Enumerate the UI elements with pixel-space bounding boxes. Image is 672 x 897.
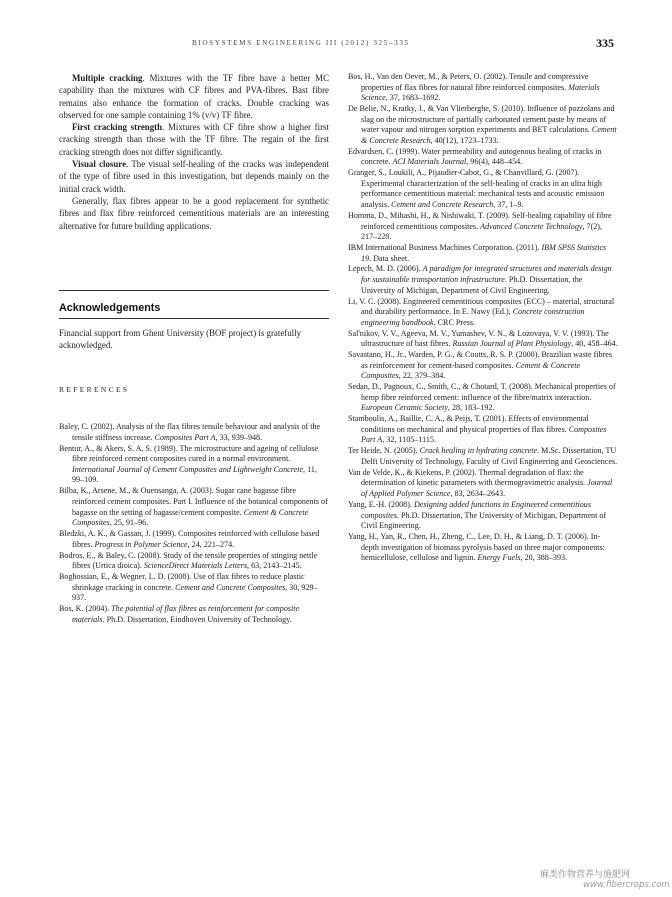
reference-text: Boghossian, E., & Wegner, L. D. (2008). Use of flax fibres to reduce plastic shrinkage cracking in concrete. [59,572,305,592]
reference-tail: , 32, 1105–1115. [382,435,436,445]
reference-text: Van de Velde, K., & Kiekens, P. (2002). Thermal degradation of flax: the determination of kinetic parameters with thermogravimetric analysis. [348,467,588,488]
reference-source: Cement & Concrete Research [361,125,617,145]
paragraph-text: . Mixtures with CF fibre show a higher first cracking strength than those with the TF fibre. The regain of the first cracking strength does not differ significantly. [59,122,329,157]
paragraph-first-cracking-strength [59,121,329,158]
references-heading: REFERENCES [59,385,130,394]
journal-running-head: BIOSYSTEMS ENGINEERING III (2012) 325–335 [192,39,410,47]
reference-source: Cement & Concrete Composites [361,360,581,381]
reference-tail: , 7(2), 217–228. [361,221,603,242]
reference-tail: . Ph.D. Dissertation, the University of Michigan, Department of Civil Engineering. [361,275,583,295]
reference-tail: . M.Sc. Dissertation, TU Delft University of Technology, Faculty of Civil Engineering and Geosciences. [361,446,618,466]
reference-text: Li, V. C. (2008). Engineered cementitious composites (ECC) – material, structural and durability performance. In E. Nawy (Ed.), [348,296,615,317]
reference-source: Materials Science [361,82,600,103]
reference-entry [348,243,618,264]
reference-entry [59,422,329,443]
reference-text: Sedan, D., Pagnoux, C., Smith, C., & Chotard, T. (2008). Mechanical properties of hemp fibre reinforced cement: influence of the fibre/matrix interaction. [348,382,616,402]
reference-text: Bledzki, A. K., & Gassan, J. (1999). Composites reinforced with cellulose based fibres. [59,529,320,549]
reference-tail: , 63, 2143–2145. [247,561,302,571]
section-divider-top [59,290,329,291]
reference-source: Progress in Polymer Science [94,539,188,549]
reference-entry [348,147,618,168]
reference-entry [59,444,329,486]
paragraph-lead: Visual closure [72,159,127,170]
reference-source: Composites Part A [154,432,216,442]
reference-source: A paradigm for integrated structures and materials design for sustainable transportation infrastructure [361,264,612,285]
reference-text: Granger, S., Loukili, A., Pijaudier-Cabot, G., & Chanvillard, G. (2007). Experimental characterization of the self-healing of cracks in an ultra high performance cementitious material: mechanical tests and acoustic emission analysis. [348,168,605,210]
paragraph-multiple-cracking [59,72,329,121]
reference-entry [59,604,329,625]
page-number: 335 [596,36,614,50]
paragraph-visual-closure [59,158,329,195]
reference-source: International Journal of Cement Composites and Lightweight Concrete [72,464,304,474]
reference-entry [59,529,329,550]
reference-list-right [348,72,618,564]
reference-source: ACI Materials Journal [392,157,467,167]
reference-tail: , 33, 939–948. [215,432,263,442]
reference-entry [348,72,618,104]
reference-tail: , 25, 91–96. [109,518,149,528]
reference-source: ScienceDirect Materials Letters [143,561,248,571]
reference-list-left [59,422,329,626]
reference-source: Journal of Applied Polymer Science [361,478,613,499]
reference-entry [59,551,329,572]
reference-entry [348,414,618,446]
reference-entry [348,297,618,329]
reference-entry [348,350,618,382]
reference-entry [348,500,618,532]
reference-source: Designing added functions in Engineered cementitious composites [361,499,592,520]
paragraph-text: . Mixtures with the TF fibre have a better MC capability than the mixtures with CF fibres and PVA-fibres. Bast fibre remains also enhance the formation of cracks. Double cracking was observed for one sample containing 1% (v/v) TF fibre. [59,73,329,120]
reference-tail: . Ph.D. Dissertation, The University of Michigan, Department of Civil Engineering. [361,510,607,531]
reference-entry [348,168,618,210]
reference-source: Advanced Concrete Technology [480,221,583,231]
reference-source: IBM SPSS Statistics 19 [361,242,607,263]
reference-text: Savastano, H., Jr., Warden, P. G., & Coutts, R. S. P. (2000). Brazilian waste fibres as reinforcement for cement-based composites. [348,350,613,370]
page-header [0,36,672,52]
reference-text: Baley, C. (2002). Analysis of the flax fibres tensile behaviour and analysis of the tensile stiffness increase. [59,422,321,442]
reference-source: Russian Journal of Plant Physiology [452,339,572,349]
reference-text: Bilba, K., Arsene, M., & Ouensanga, A. (2003). Sugar cane bagasse fibre reinforced cement composites. Part I. Influence of the botanical components of bagasse on the setting of bagasse/cement composite. [59,486,328,517]
reference-entry [59,486,329,528]
reference-source: The potential of flax fibres as reinforcement for composite materials [72,604,300,625]
reference-tail: , 96(4), 448–454. [466,157,523,167]
reference-entry [348,329,618,350]
reference-tail: , 37, 1–9. [493,200,524,210]
reference-source: Composites Part A [361,424,607,445]
reference-tail: . CRC Press. [433,317,475,327]
reference-source: Energy Fuels [477,553,521,563]
reference-entry [348,532,618,564]
reference-source: Crack healing in hydrating concrete [419,446,538,456]
watermark-url: www.fibercrops.com [583,880,670,890]
reference-source: Cement & Concrete Composites [72,507,309,528]
reference-tail: , 20, 388–393. [520,553,568,563]
reference-tail: . Ph.D. Dissertation, Eindhoven University of Technology. [102,615,292,625]
reference-source: Cement and Concrete Composites [175,582,286,592]
reference-source: Cement and Concrete Research [391,200,494,210]
reference-tail: , 40, 458–464. [571,339,618,349]
reference-text: Bodros, E., & Baley, C. (2008). Study of the tensile properties of stinging nettle fibres (Urtica dioica). [59,550,318,571]
reference-text: Ter Heide, N. (2005). [348,446,420,456]
acknowledgements-text: Financial support from Ghent University (BOF project) is gratefully acknowledged. [59,328,302,351]
reference-text: Sal'nikov, V. V., Ageeva, M. V., Yumashev, V. N., & Lozovaya, V. V. (1993). The ultrastructure of bast fibres. [348,328,609,349]
reference-source: Concrete construction engineering handbook [361,307,585,327]
reference-entry [348,468,618,500]
reference-text: Bos, K. (2004). [59,604,112,614]
acknowledgements-title: Acknowledgements [59,302,161,314]
reference-text: Lepech, M. D. (2006). [348,264,423,274]
reference-text: Yang, E.-H. (2008). [348,499,414,509]
paragraph-lead: First cracking strength [72,122,163,133]
paragraph-text: . The visual self-healing of the cracks was independent of the type of fibre used in this investigation, but depends mainly on the initial crack width. [59,159,329,194]
reference-tail: , 30, 929–937. [72,582,318,603]
reference-tail: , 28, 183–192. [447,403,495,413]
reference-text: IBM International Business Machines Corporation. (2011). [348,242,542,252]
reference-text: Stamboulis, A., Baillie, C. A., & Peijs, T. (2001). Effects of environmental conditions on mechanical and physical properties of flax fibres. [348,414,589,434]
reference-text: Bos, H., Van den Oever, M., & Peters, O. (2002). Tensile and compressive properties of flax fibres for natural fibre reinforced composites. [348,72,589,92]
reference-entry [348,382,618,414]
reference-entry [348,211,618,243]
reference-tail: . Data sheet. [369,253,410,263]
reference-tail: , 22, 379–384. [398,371,446,381]
reference-text: De Belie, N., Kratky, J., & Van Vlierberghe, S. (2010). Influence of pozzolans and slag on the microstructure of partially carbonated cement paste by means of water vapour and nitrogen sorption experiments and BET calculations. [348,104,615,135]
paragraph-conclusion [59,195,329,232]
reference-source: European Ceramic Society [361,403,448,413]
paragraph-lead: Multiple cracking [72,73,143,83]
reference-tail: , 40(12), 1723–1733. [430,135,499,145]
reference-entry [348,264,618,296]
reference-tail: , 37, 1683–1692. [385,93,441,103]
reference-tail: , 83, 2634–2643. [450,489,506,499]
reference-entry [348,104,618,146]
left-column-body [59,72,329,232]
reference-entry [59,572,329,604]
reference-tail: , 11, 99–109. [72,464,317,485]
reference-entry [348,446,618,467]
reference-tail: , 24, 221–274. [187,539,235,549]
reference-text: Yang, H., Yan, R., Chen, H., Zheng, C., Lee, D. H., & Liang, D. T. (2006). In-depth investigation of biomass pyrolysis based on three major components: hemicellulose, cellulose and lignin. [348,531,605,563]
watermark-text: 麻类作物营养与施肥网 [540,870,631,880]
reference-text: Homma, D., Mihashi, H., & Nishiwaki, T. (2009). Self-healing capability of fibre reinforced cementitious composites. [348,210,612,231]
section-divider-bottom [59,318,329,319]
reference-text: Edvardsen, C. (1999). Water permeability and autogenous healing of cracks in concrete. [348,146,602,167]
reference-text: Bentur, A., & Akers, S. A. S. (1989). The microstructure and ageing of cellulose fibre reinforced cement composites cured in a normal environment. [59,443,319,464]
paragraph-text: Generally, flax fibres appear to be a good replacement for synthetic fibres and flax fibre reinforced cementitious materials are an interesting alternative for future building applications. [59,195,329,231]
